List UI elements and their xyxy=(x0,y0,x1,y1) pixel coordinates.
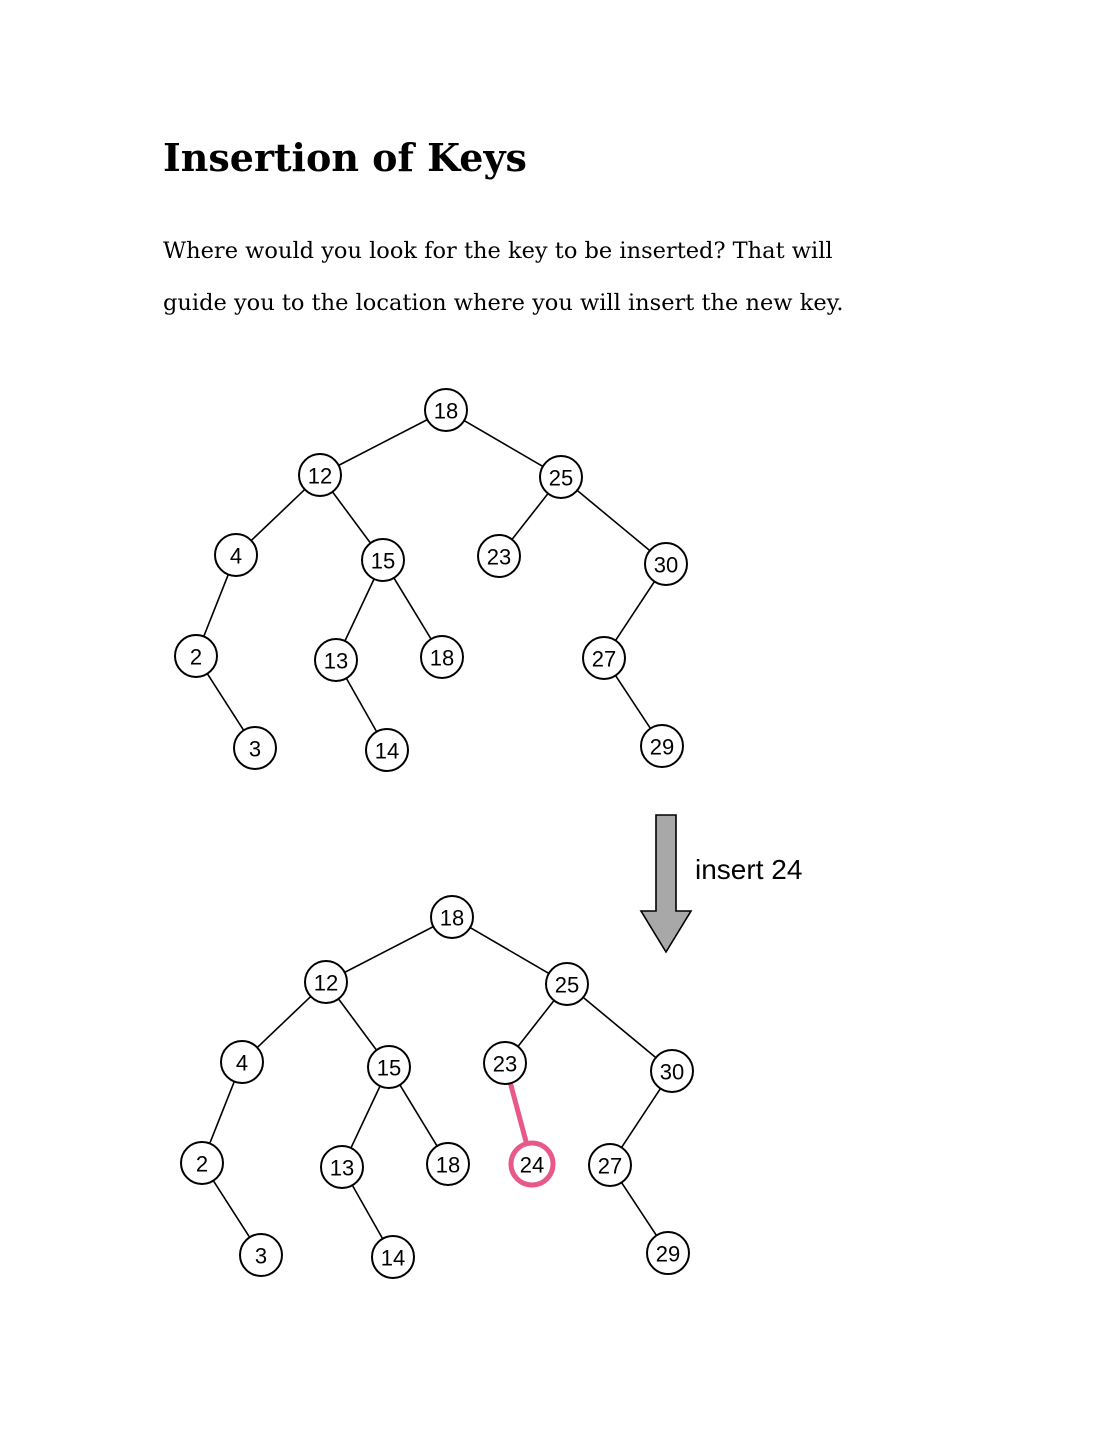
before-node-23 xyxy=(478,535,520,577)
before-node-14 xyxy=(366,729,408,771)
after-edge-12-4 xyxy=(257,996,311,1047)
node-key: 30 xyxy=(659,1059,685,1085)
after-node-18 xyxy=(427,1143,469,1185)
after-node-12 xyxy=(305,961,347,1003)
before-edge-18-25 xyxy=(464,421,543,467)
after-edge-12-15 xyxy=(339,999,377,1050)
after-node-15 xyxy=(368,1046,410,1088)
after-edge-18-25 xyxy=(470,928,549,974)
before-edge-13-14 xyxy=(346,678,376,731)
before-edge-30-27 xyxy=(616,582,655,641)
node-key: 18 xyxy=(433,398,459,424)
before-edge-4-2 xyxy=(204,575,229,637)
before-node-18 xyxy=(425,389,467,431)
after-edge-25-30 xyxy=(583,997,656,1057)
after-node-2 xyxy=(181,1142,223,1184)
after-edge-25-23 xyxy=(518,1001,554,1047)
node-key: 18 xyxy=(435,1152,461,1178)
node-key: 12 xyxy=(313,970,339,996)
node-key: 25 xyxy=(548,465,574,491)
node-key: 27 xyxy=(597,1153,623,1179)
before-edge-18-12 xyxy=(339,420,428,466)
node-key: 18 xyxy=(429,645,455,671)
after-node-29 xyxy=(647,1232,689,1274)
before-edge-12-15 xyxy=(333,492,371,543)
before-edge-15-18 xyxy=(394,578,431,639)
node-key: 3 xyxy=(248,736,262,762)
before-node-29 xyxy=(641,725,683,767)
after-edge-30-27 xyxy=(622,1089,661,1148)
after-node-13 xyxy=(321,1146,363,1188)
page-title: Insertion of Keys xyxy=(163,135,527,180)
node-key: 4 xyxy=(229,543,243,569)
after-node-23 xyxy=(484,1042,526,1084)
after-node-4 xyxy=(221,1041,263,1083)
after-node-24-new xyxy=(511,1143,553,1185)
after-edge-15-13 xyxy=(351,1086,380,1148)
node-key: 29 xyxy=(655,1241,681,1267)
before-edge-12-4 xyxy=(251,489,305,540)
operation-label: insert 24 xyxy=(695,854,803,885)
node-key: 13 xyxy=(323,648,349,674)
after-edge-13-14 xyxy=(352,1185,382,1238)
after-edge-18-12 xyxy=(345,927,434,973)
before-node-25 xyxy=(540,456,582,498)
before-edge-27-29 xyxy=(616,676,651,729)
node-key: 2 xyxy=(189,644,203,670)
node-key: 23 xyxy=(492,1051,518,1077)
tree-after-insertion xyxy=(181,896,693,1278)
intro-line-2: guide you to the location where you will insert the new key. xyxy=(163,290,844,316)
after-edge-2-3 xyxy=(213,1181,249,1238)
node-key: 14 xyxy=(380,1245,406,1271)
insert-arrow xyxy=(641,815,802,952)
node-key: 13 xyxy=(329,1155,355,1181)
before-node-30 xyxy=(645,543,687,585)
after-node-18 xyxy=(431,896,473,938)
before-node-3 xyxy=(234,727,276,769)
after-node-25 xyxy=(546,963,588,1005)
after-edge-15-18 xyxy=(400,1085,437,1146)
down-arrow-icon xyxy=(641,815,691,952)
before-node-4 xyxy=(215,534,257,576)
after-edge-4-2 xyxy=(210,1082,235,1144)
before-edge-25-30 xyxy=(577,490,650,550)
before-node-13 xyxy=(315,639,357,681)
before-edge-2-3 xyxy=(207,674,243,731)
after-edge-23-24-new xyxy=(511,1084,527,1142)
node-key: 27 xyxy=(591,646,617,672)
before-node-18 xyxy=(421,636,463,678)
node-key: 18 xyxy=(439,905,465,931)
before-node-15 xyxy=(362,539,404,581)
after-node-14 xyxy=(372,1236,414,1278)
node-key: 2 xyxy=(195,1151,209,1177)
tree-before-insertion xyxy=(175,389,687,771)
node-key: 24 xyxy=(519,1152,545,1178)
after-node-27 xyxy=(589,1144,631,1186)
before-edge-25-23 xyxy=(512,494,548,540)
after-edge-27-29 xyxy=(622,1183,657,1236)
after-node-30 xyxy=(651,1050,693,1092)
before-edge-15-13 xyxy=(345,579,374,641)
node-key: 29 xyxy=(649,734,675,760)
before-node-27 xyxy=(583,637,625,679)
node-key: 15 xyxy=(370,548,396,574)
before-node-12 xyxy=(299,454,341,496)
node-key: 3 xyxy=(254,1243,268,1269)
intro-line-1: Where would you look for the key to be inserted? That will xyxy=(163,238,833,264)
node-key: 23 xyxy=(486,544,512,570)
node-key: 15 xyxy=(376,1055,402,1081)
node-key: 30 xyxy=(653,552,679,578)
node-key: 4 xyxy=(235,1050,249,1076)
node-key: 12 xyxy=(307,463,333,489)
after-node-3 xyxy=(240,1234,282,1276)
before-node-2 xyxy=(175,635,217,677)
node-key: 25 xyxy=(554,972,580,998)
node-key: 14 xyxy=(374,738,400,764)
